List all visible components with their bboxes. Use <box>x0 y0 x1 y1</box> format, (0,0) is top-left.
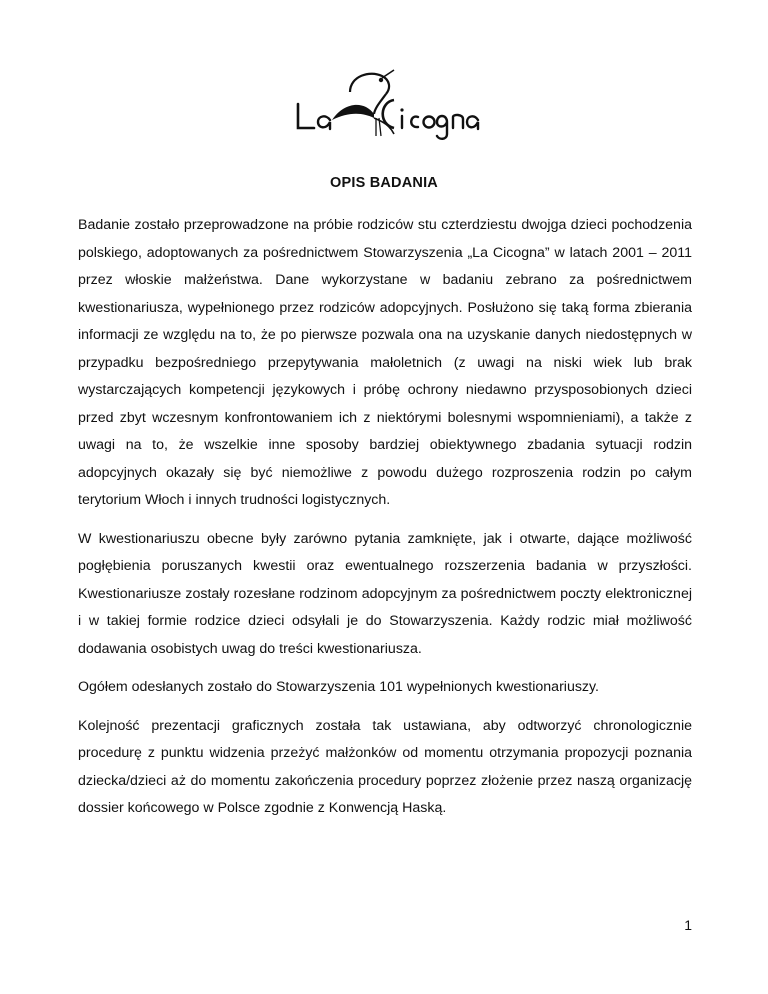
paragraph-questionnaire: W kwestionariuszu obecne były zarówno pytania zamknięte, jak i otwarte, dające możliwość pogłębienia poruszanych kwestii oraz ewentualnego rozszerzenia badania w przyszłości. Kwestionariusze zostały rozesłane rodzinom adopcyjnym za pośrednictwem poczty elektronicznej i w takiej formie rodzice dzieci odsyłali je do Stowarzyszenia. Każdy rodzic miał możliwość dodawania osobistych uwag do treści kwestionariusza. <box>78 530 692 657</box>
paragraph-method: Badanie zostało przeprowadzone na próbie rodziców stu czterdziestu dwojga dzieci pochodzenia polskiego, adoptowanych za pośrednictwem Stowarzyszenia „La Cicogna” w latach 2001 – 2011 przez włoskie małżeństwa. Dane wykorzystane w badaniu zebrano za pośrednictwem kwestionariusza, wypełnionego przez rodziców adopcyjnych. Posłużono się taką forma zbierania informacji ze względu na to, że po pierwsze pozwala ona na uzyskanie danych niedostępnych w przypadku bezpośredniego przepytywania małoletnich (z uwagi na niski wiek lub brak wystarczających kompetencji językowych i próbę ochrony niedawno przysposobionych dzieci przed zbyt wczesnym konfrontowaniem ich z niektórymi bolesnymi wspomnieniami), a także z uwagi na to, że wszelkie inne sposoby bardziej obiektywnego zbadania sytuacji rodzin adopcyjnych okazały się być niemożliwe z powodu dużego rozproszenia rodzin po całym terytorium Włoch i innych trudności logistycznych. <box>78 217 692 508</box>
paragraph-order: Kolejność prezentacji graficznych została tak ustawiana, aby odtworzyć chronologicznie procedurę z punktu widzenia przeżyć małżonków od momentu otrzymania propozycji poznania dziecka/dzieci aż do momentu zakończenia procedury poprzez złożenie przez naszą organizację dossier końcowego w Polsce zgodnie z Konwencją Haską. <box>78 717 692 816</box>
paragraph-total: Ogółem odesłanych zostało do Stowarzyszenia 101 wypełnionych kwestionariuszy. <box>78 679 600 695</box>
page-number: 1 <box>684 917 692 933</box>
document-body <box>78 212 692 823</box>
stork-logo-icon <box>290 64 480 144</box>
document-title: OPIS BADANIA <box>330 175 438 191</box>
la-cicogna-logo <box>290 64 480 144</box>
